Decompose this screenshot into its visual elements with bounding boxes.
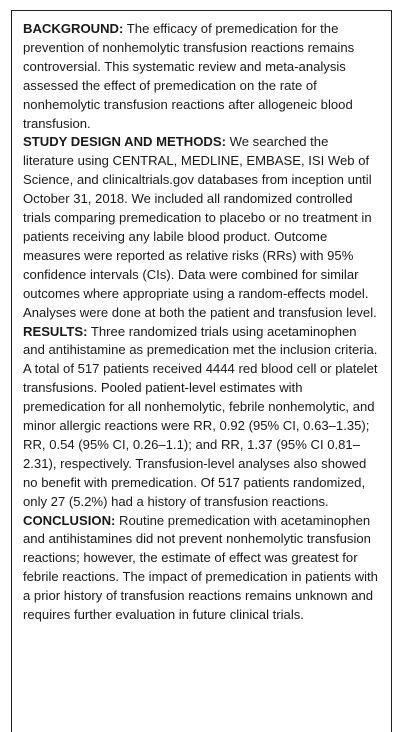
background-text: The efficacy of premedication for the prevention of nonhemolytic transfusion reactions remains controversial. This systematic review and meta-analysis assessed the effect of premedication on the rate of nonhemolytic transfusion reactions after allogeneic blood transfusion. bbox=[23, 21, 355, 131]
background-heading: BACKGROUND: bbox=[23, 21, 124, 36]
methods-section bbox=[23, 133, 381, 322]
results-section bbox=[23, 323, 381, 512]
abstract-box bbox=[11, 10, 392, 732]
methods-text: We searched the literature using CENTRAL, MEDLINE, EMBASE, ISI Web of Science, and clinicaltrials.gov databases from inception until October 31, 2018. We included all randomized controlled trials comparing premedication to placebo or no treatment in patients receiving any labile blood product. Outcome measures were reported as relative risks (RRs) with 95% confidence intervals (CIs). Data were combined for similar outcomes where appropriate using a random-effects model. Analyses were done at both the patient and transfusion level. bbox=[23, 134, 377, 320]
results-heading: RESULTS: bbox=[23, 323, 88, 339]
conclusion-heading: CONCLUSION: bbox=[23, 512, 116, 528]
results-text: Three randomized trials using acetaminophen and antihistamine as premedication met the inclusion criteria. A total of 517 patients received 4444 red blood cell or platelet transfusions. Pooled patient-level estimates with premedication for all nonhemolytic, febrile nonhemolytic, and minor allergic reactions were RR, 0.92 (95% CI, 0.63–1.35); RR, 0.54 (95% CI, 0.26–1.1); and RR, 1.37 (95% CI 0.81–2.31), respectively. Transfusion-level analyses also showed no benefit with premedication. Of 517 patients randomized, only 27 (5.2%) had a history of transfusion reactions. bbox=[23, 323, 378, 509]
methods-heading: STUDY DESIGN AND METHODS: bbox=[23, 134, 226, 150]
conclusion-text: Routine premedication with acetaminophen and antihistamines did not prevent nonhemolytic transfusion reactions; however, the estimate of effect was greatest for febrile reactions. The impact of premedication in patients with a prior history of transfusion reactions remains unknown and requires further evaluation in future clinical trials. bbox=[23, 512, 378, 623]
conclusion-section bbox=[23, 512, 381, 625]
background-section bbox=[23, 20, 381, 133]
